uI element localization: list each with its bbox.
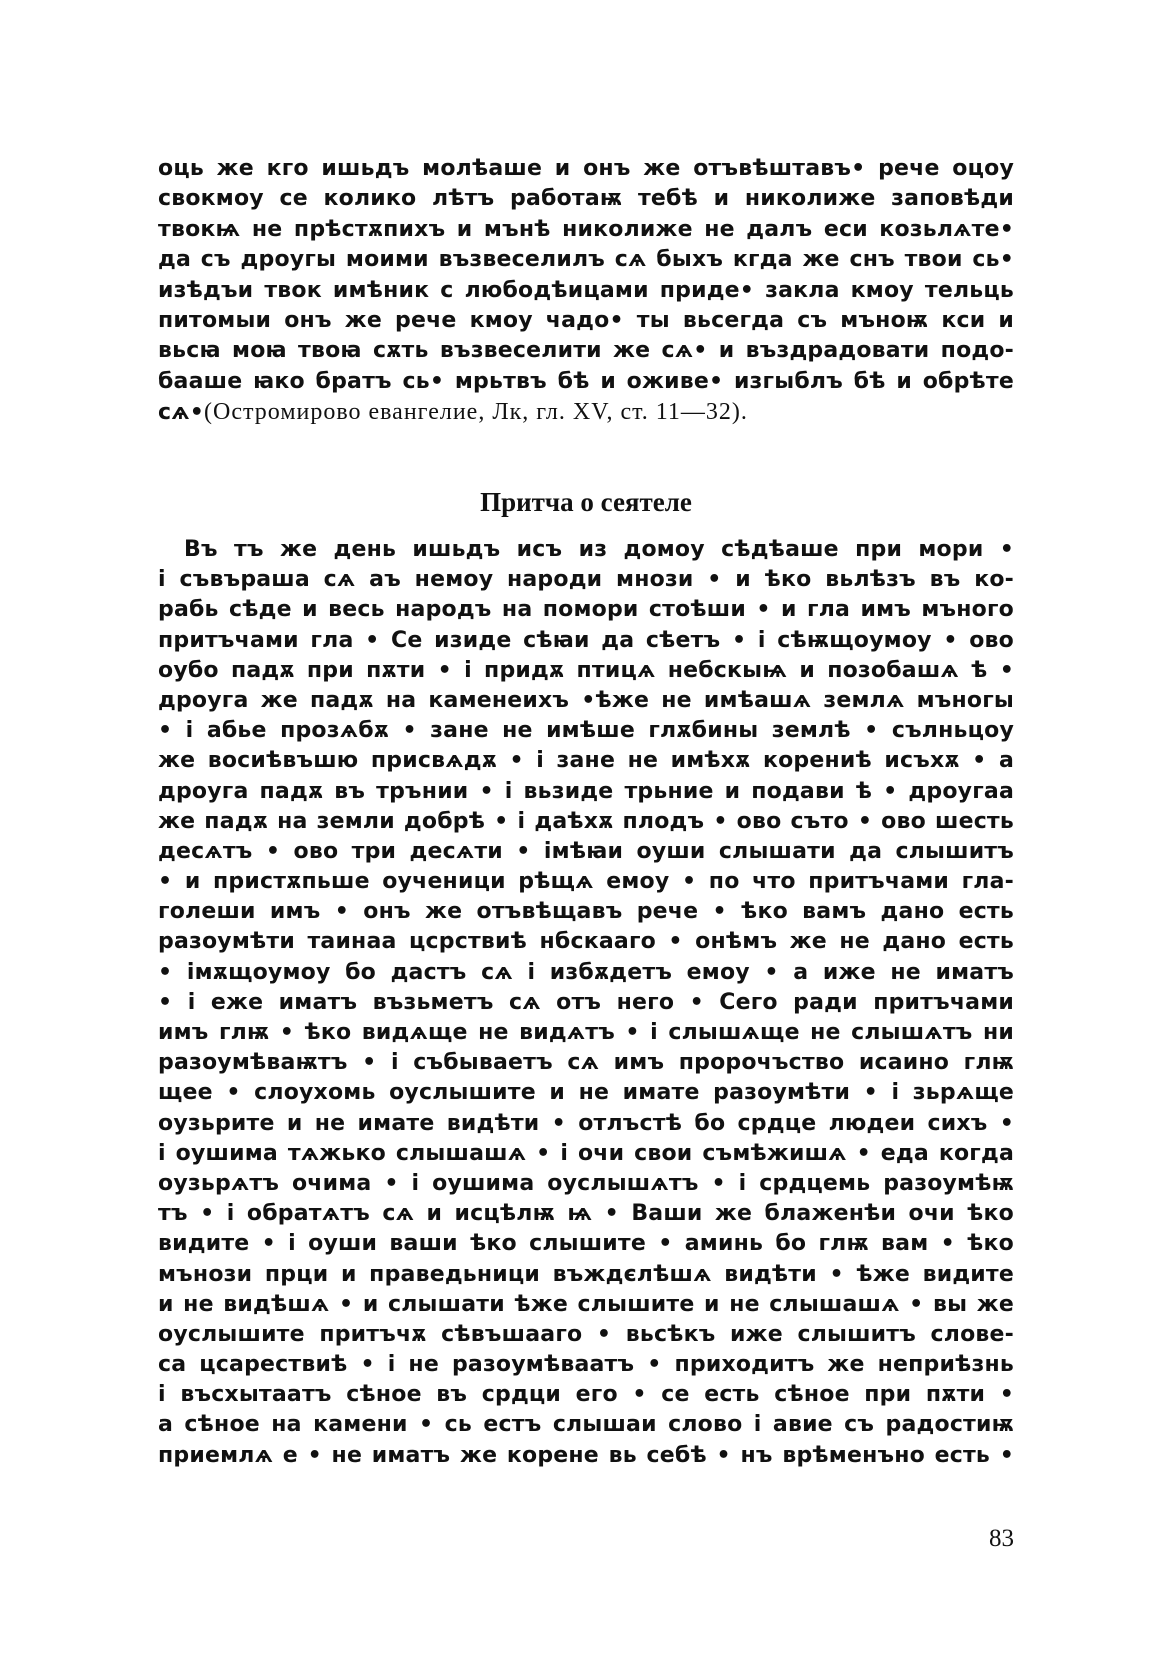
text-line: разоумѣваѭтъ • і събываетъ сѧ имъ пророчъство исаино глѭ <box>158 1050 1014 1076</box>
text-line: твокѩ не прѣстѫпихъ и мънѣ николиже не далъ еси козьлѧте• <box>158 216 1014 242</box>
text-line: приемлѧ е • не иматъ же корене вь себѣ • нъ врѣменъно есть • <box>158 1442 1014 1468</box>
text-line: бааше ꙗко братъ сь• мрьтвъ бѣ и оживе• изгыблъ бѣ и обрѣте <box>158 368 1014 394</box>
text-line: • и пристѫпьше оученици рѣщѧ емоу • по что притъчами гла- <box>158 869 1014 895</box>
text-line: тъ • і обратѧтъ сѧ и исцѣлѭ ѩ • Ваши же блаженѣи очи ѣко <box>158 1201 1014 1227</box>
text-line: оузьрите и не имате видѣти • отлъстѣ бо срдце людеи сихъ • <box>158 1110 1014 1136</box>
page-number: 83 <box>989 1525 1014 1552</box>
text-line-with-citation <box>158 397 1014 427</box>
text-line: же восиѣвъшю присвѧдѫ • і зане не имѣхѫ корениѣ исъхѫ • а <box>158 748 1014 774</box>
text-line: видите • і оуши ваши ѣко слышите • аминь бо глѭ вам • ѣко <box>158 1231 1014 1257</box>
text-line: разоумѣти таинаа цсрствиѣ нбскааго • онѣмъ же не дано есть <box>158 929 1014 955</box>
text-line: питомыи онъ же рече кмоу чадо• ты вьсегда съ мъноѭ кси и <box>158 307 1014 333</box>
text-line: и не видѣшѧ • и слышати ѣже слышите и не слышашѧ • вы же <box>158 1291 1014 1317</box>
text-line: да съ дроугы моими възвеселилъ сѧ быхъ кгда же снъ твои сь• <box>158 247 1014 273</box>
text-line: вьсꙗ моꙗ твоꙗ сѫть възвеселити же сѧ• и въздрадовати подо- <box>158 338 1014 364</box>
text-line: же падѫ на земли добрѣ • і даѣхѫ плодъ • ово съто • ово шесть <box>158 808 1014 834</box>
text-line: оуслышите притъчѫ сѣвъшааго • вьсѣкъ иже слышитъ слове- <box>158 1321 1014 1347</box>
text-line: і оушима тѧжько слышашѧ • і очи свои съмѣжишѧ • еда когда <box>158 1140 1014 1166</box>
text-line: имъ глѭ • ѣко видѧще не видѧтъ • і слышѧще не слышѧтъ ни <box>158 1020 1014 1045</box>
text-line: оубо падѫ при пѫти • і придѫ птицѧ небскыѩ и позобашѧ ѣ • <box>158 657 1014 683</box>
text-line: а сѣное на камени • сь естъ слышаи слово і авие съ радостиѭ <box>158 1412 1014 1438</box>
text-line: рабь сѣде и весь народъ на помори стоѣши • и гла имъ мъного <box>158 597 1014 623</box>
text-line: дроуга же падѫ на каменеихъ •ѣже не имѣашѧ землѧ мъногы <box>158 687 1014 713</box>
section-heading: Притча о сеятеле <box>480 487 692 517</box>
source-citation: (Остромирово евангелие, Лк, гл. XV, ст. 11—32). <box>204 399 748 426</box>
text-line: Въ тъ же день ишьдъ исъ из домоу сѣдѣаше при мори • <box>184 537 1014 562</box>
text-line: дроуга падѫ въ трънии • і вьзиде трьние и подави ѣ • дроугаа <box>158 778 1014 804</box>
text-line: мънози прци и праведьници въждєлѣшѧ видѣти • ѣже видите <box>158 1261 1014 1287</box>
text-line: притъчами гла • Се изиде сѣꙗи да сѣетъ • і сѣѭщоумоу • ово <box>158 627 1014 653</box>
text-line: голеши имъ • онъ же отъвѣщавъ рече • ѣко вамъ дано есть <box>158 899 1014 925</box>
text-line: • і абье прозѧбѫ • зане не имѣше глѫбины землѣ • сълньцоу <box>158 718 1014 744</box>
text-line: • і еже иматъ възьметъ сѧ отъ него • Сего ради притъчами <box>158 989 1014 1015</box>
text-line: десѧтъ • ово три десѧти • імѣꙗи оуши слышати да слышитъ <box>158 838 1014 864</box>
text-line: оузьрѧтъ очима • і оушима оуслышѧтъ • і срдцемь разоумѣѭ <box>158 1170 1014 1196</box>
text-line: щее • слоухомь оуслышите и не имате разоумѣти • і зьрѧще <box>158 1080 1014 1106</box>
text-line: і съвъраша сѧ аъ немоу народи мнози • и ѣко вьлѣзъ въ ко- <box>158 567 1014 593</box>
slavonic-fragment: сѧ• <box>158 400 205 426</box>
text-line: са цсарествиѣ • і не разоумѣваатъ • приходитъ же неприѣзнь <box>158 1352 1014 1378</box>
text-line: • імѫщоумоу бо дастъ сѧ і избѫдетъ емоу • а иже не иматъ <box>158 959 1014 985</box>
top-passage <box>158 154 1014 428</box>
text-line: і въсхытаатъ сѣное въ срдци его • се есть сѣное при пѫти • <box>158 1382 1014 1408</box>
text-line: изѣдъи твок имѣник с любодѣицами приде• закла кмоу тельць <box>158 277 1014 303</box>
text-line: свокмоу се колико лѣтъ работаѭ тебѣ и николиже заповѣди <box>158 186 1014 212</box>
text-line: оць же кго ишьдъ молѣаше и онъ же отъвѣштавъ• рече оцоу <box>158 156 1014 181</box>
main-passage <box>158 535 1014 1471</box>
